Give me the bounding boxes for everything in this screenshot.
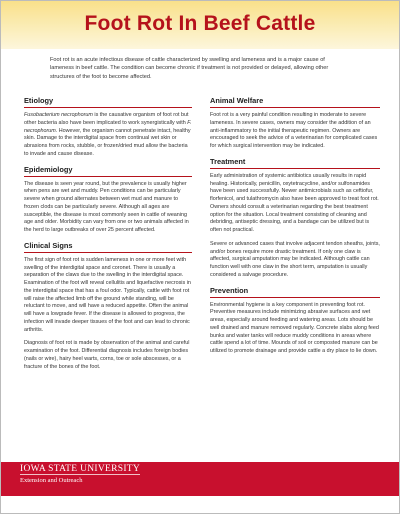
organism-name: Fusobacterium necrophorum	[24, 112, 93, 118]
extension-label: Extension and Outreach	[20, 477, 83, 484]
treatment-text-1: Early administration of systemic antibiotics usually results in rapid healing. Historically, penicillin, oxytetracycline, and/or sulfonamides have been used successfully. Newer antimicrobials such as ceftiofur, florfenicol, and tulathromycin also have been approved to treat foot rot. Owners should consult a veterinarian regarding the best treatment option for the situation. Local treatment consisting of cleaning and debriding, antiseptic dressing, and a bandage can be utilized but is often not practical.	[210, 172, 379, 233]
treatment-section	[210, 157, 380, 280]
treatment-heading: Treatment	[210, 157, 380, 169]
etiology-text: Fusobacterium necrophorum is the causative organism of foot rot but other bacteria also have been implicated to work synergistically with F. necrophorum. However, the organism cannot penetrate intact, healthy skin. Damage to the interdigital space from continual wet skin or abrasions from rocks, stubble, or frozen/dried mud allow the bacteria to invade and cause disease.	[24, 112, 192, 157]
epidemiology-section	[24, 165, 192, 235]
prevention-text: Environmental hygiene is a key component in preventing foot rot. Preventive measures include minimizing abrasive surfaces and wet areas, especially around feeding and watering areas. Lots should be well drained and manure removed regularly. Concrete slabs along feed bunks and water tanks will reduce muddy conditions in areas where cattle spend a lot of time. Mounds of soil or composted manure can be utilized to promote drainage and provide cattle a dry place to lie down.	[210, 301, 379, 354]
clinical-text-1: The first sign of foot rot is sudden lameness in one or more feet with swelling of the interdigital space and coronet. There is usually a separation of the claws due to the swelling in the interdigital space. Examination of the foot will reveal cellulitis and liquefactive necrosis in the interdigital space that has a foul odor. Typically, cattle with foot rot will raise the affected limb off the ground while standing, will be reluctant to move, and will have a reduced appetite. Often the animal will have a lowgrade fever. If the disease is allowed to progress, the infection will invade deeper tissues of the foot and can lead to chronic arthritis.	[24, 256, 191, 333]
treatment-text-2: Severe or advanced cases that involve adjacent tendon sheaths, joints, and/or bones require more drastic treatment. If only one claw is affected, surgical amputation may be indicated. Although cattle can function well with one claw in the short term, amputation is usually considered a salvage procedure.	[210, 240, 380, 278]
etiology-heading: Etiology	[24, 96, 192, 108]
prevention-section	[210, 286, 380, 356]
welfare-text: Foot rot is a very painful condition resulting in moderate to severe lameness. In severe cases, owners may consider the addition of an anti-inflammatory to the initial therapeutic regimen. Owners are encouraged to seek the advice of a veterinarian for complicated cases for which surgical intervention may be indicated.	[210, 112, 378, 149]
welfare-section	[210, 96, 380, 151]
epidemiology-text: The disease is seen year round, but the prevalence is usually higher when pens are wet and muddy. Pen conditions can be particularly severe when ground alternates between wet mud and manure to frozen clods can be particularly severe. Although all ages are susceptible, the disease is most commonly seen in cattle of weaning age and older. Morbidity can vary from one or two animals affected in the herd to large outbreaks of over 25 percent affected.	[24, 180, 189, 233]
clinical-section	[24, 241, 192, 372]
page-title: Foot Rot In Beef Cattle	[84, 12, 316, 35]
right-column	[210, 96, 380, 362]
organism-short-name: F. necrophorum	[24, 119, 192, 134]
left-column	[24, 96, 192, 377]
intro-paragraph: Foot rot is an acute infectious disease of cattle characterized by swelling and lameness and is a major cause of lameness in beef cattle. The condition can become chronic if treatment is not provided or delayed, allowing other structures of the foot to become affected.	[50, 57, 329, 80]
footer-divider	[20, 474, 140, 475]
etiology-section	[24, 96, 192, 159]
clinical-heading: Clinical Signs	[24, 241, 192, 253]
prevention-heading: Prevention	[210, 286, 380, 298]
university-wordmark: IOWA STATE UNIVERSITY	[20, 464, 141, 474]
clinical-text-2: Diagnosis of foot rot is made by observation of the animal and careful examination of the foot. Differential diagnosis includes foreign bodies (nails or wire), hairy heel warts, corns, toe or sole abscesses, or a fracture of the bones of the foot.	[24, 340, 190, 370]
epidemiology-heading: Epidemiology	[24, 165, 192, 177]
welfare-heading: Animal Welfare	[210, 96, 380, 108]
